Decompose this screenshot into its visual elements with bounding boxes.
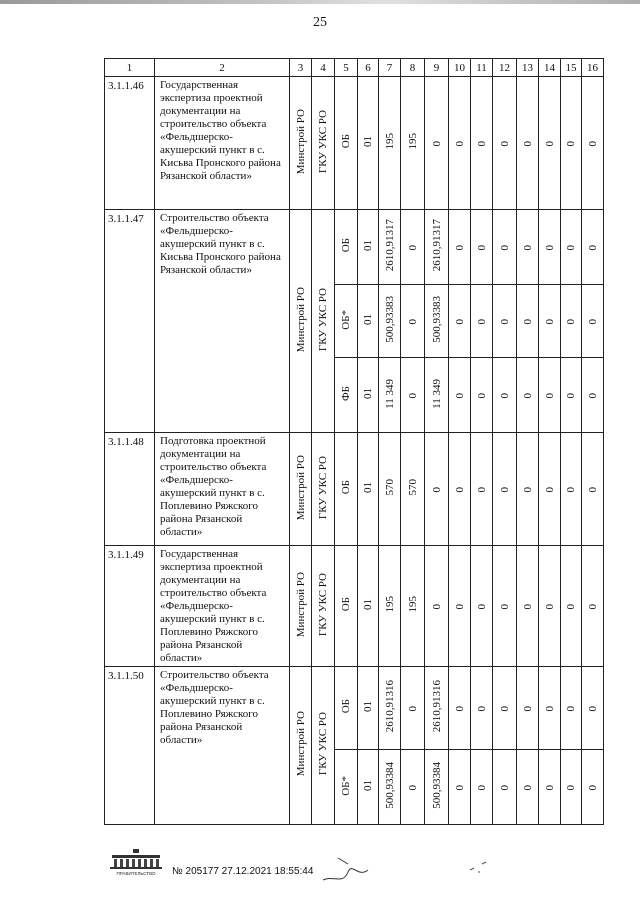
amount-col9-cell	[425, 667, 449, 750]
measure-code: 3.1.1.49	[105, 546, 155, 667]
amount-value: 0	[586, 784, 599, 790]
amount-value: 0	[543, 705, 556, 711]
amount-value: 0	[586, 603, 599, 609]
measure-description: Строительство объекта «Фельдшерско-акушерский пункт в с. Кисьва Пронского района Рязанской области»	[155, 210, 290, 433]
total-amount: 500,93384	[383, 762, 396, 809]
amount-zero-cell	[561, 667, 582, 750]
amount-zero-cell	[471, 210, 493, 285]
amount-zero-cell	[517, 77, 539, 210]
amount-value: 0	[475, 784, 488, 790]
amount-zero-cell	[561, 433, 582, 546]
executor-cell	[312, 77, 335, 210]
amount-col8-cell	[401, 285, 425, 358]
period-code-cell	[358, 358, 379, 433]
amount-value: 0	[498, 784, 511, 790]
amount-value: 0	[498, 603, 511, 609]
amount-zero-cell	[471, 433, 493, 546]
amount-col9-cell	[425, 210, 449, 285]
measure-code: 3.1.1.47	[105, 210, 155, 433]
amount-value: 0	[498, 705, 511, 711]
amount-zero-cell	[449, 358, 471, 433]
amount-zero-cell	[493, 285, 517, 358]
column-number: 1	[105, 59, 155, 77]
funding-source: ФБ	[340, 385, 352, 401]
period-code: 01	[362, 599, 374, 610]
amount-zero-cell	[582, 433, 604, 546]
funding-source: ОБ	[340, 480, 352, 495]
column-number: 15	[561, 59, 582, 77]
amount-value: 0	[475, 486, 488, 492]
amount-col8: 0	[406, 392, 419, 398]
amount-zero-cell	[493, 750, 517, 825]
column-number: 4	[312, 59, 335, 77]
table-row	[105, 546, 604, 667]
amount-value: 0	[543, 392, 556, 398]
amount-value: 0	[521, 784, 534, 790]
measure-code: 3.1.1.46	[105, 77, 155, 210]
amount-value: 0	[565, 603, 577, 609]
amount-col9: 2610,91317	[430, 219, 443, 272]
amount-value: 0	[498, 392, 511, 398]
amount-col9-cell	[425, 358, 449, 433]
period-code: 01	[362, 240, 374, 251]
measure-description: Государственная экспертиза проектной документации на строительство объекта «Фельдшерско-акушерский пункт в с. Кисьва Пронского района Рязанской области»	[155, 77, 290, 210]
period-code: 01	[362, 482, 374, 493]
amount-zero-cell	[582, 77, 604, 210]
total-amount: 570	[383, 479, 396, 496]
amount-zero-cell	[493, 667, 517, 750]
amount-zero-cell	[449, 210, 471, 285]
responsible-ministry: Минстрой РО	[294, 571, 307, 638]
executor-cell	[312, 667, 335, 825]
funding-source-cell	[335, 285, 358, 358]
column-number: 14	[539, 59, 561, 77]
amount-value: 0	[498, 486, 511, 492]
amount-col8-cell	[401, 358, 425, 433]
amount-zero-cell	[493, 210, 517, 285]
total-amount: 500,93383	[383, 296, 396, 343]
amount-value: 0	[543, 603, 556, 609]
amount-value: 0	[521, 486, 534, 492]
amount-value: 0	[453, 603, 466, 609]
amount-zero-cell	[539, 546, 561, 667]
amount-value: 0	[453, 392, 466, 398]
period-code-cell	[358, 285, 379, 358]
amount-col9-cell	[425, 546, 449, 667]
amount-col9-cell	[425, 77, 449, 210]
amount-zero-cell	[449, 667, 471, 750]
amount-value: 0	[543, 140, 556, 146]
amount-col9: 11 349	[430, 378, 443, 409]
amount-zero-cell	[582, 667, 604, 750]
total-amount: 11 349	[383, 378, 396, 409]
amount-col9: 500,93384	[430, 762, 443, 809]
amount-zero-cell	[582, 210, 604, 285]
total-amount-cell	[379, 77, 401, 210]
amount-col8: 195	[406, 133, 419, 150]
total-amount-cell	[379, 546, 401, 667]
responsible-ministry: Минстрой РО	[294, 454, 307, 521]
total-amount-cell	[379, 667, 401, 750]
amount-col9: 500,93383	[430, 296, 443, 343]
amount-zero-cell	[582, 546, 604, 667]
amount-col9: 0	[430, 486, 443, 492]
amount-value: 0	[586, 392, 599, 398]
amount-zero-cell	[471, 358, 493, 433]
registration-stamp: № 205177 27.12.2021 18:55:44	[172, 866, 314, 877]
amount-col8: 0	[406, 244, 419, 250]
column-number: 3	[290, 59, 312, 77]
amount-value: 0	[565, 784, 577, 790]
period-code: 01	[362, 314, 374, 325]
funding-source: ОБ*	[340, 309, 352, 330]
funding-source: ОБ	[340, 238, 352, 253]
amount-value: 0	[498, 318, 511, 324]
program-table	[104, 58, 604, 825]
amount-zero-cell	[582, 358, 604, 433]
amount-zero-cell	[449, 433, 471, 546]
amount-zero-cell	[582, 285, 604, 358]
amount-value: 0	[453, 318, 466, 324]
amount-zero-cell	[493, 433, 517, 546]
amount-value: 0	[565, 705, 577, 711]
responsible-ministry: Минстрой РО	[294, 108, 307, 175]
executor-cell	[312, 546, 335, 667]
measure-description: Строительство объекта «Фельдшерско-акушерский пункт в с. Поплевино Ряжского района Рязанской области»	[155, 667, 290, 825]
amount-value: 0	[565, 244, 577, 250]
amount-zero-cell	[517, 433, 539, 546]
amount-zero-cell	[539, 667, 561, 750]
amount-zero-cell	[449, 77, 471, 210]
amount-col8-cell	[401, 210, 425, 285]
amount-zero-cell	[449, 285, 471, 358]
amount-value: 0	[521, 603, 534, 609]
amount-value: 0	[543, 318, 556, 324]
funding-source-cell	[335, 750, 358, 825]
funding-source-cell	[335, 433, 358, 546]
amount-value: 0	[521, 392, 534, 398]
responsible-ministry-cell	[290, 546, 312, 667]
amount-value: 0	[453, 244, 466, 250]
period-code-cell	[358, 546, 379, 667]
amount-col9: 0	[430, 603, 443, 609]
amount-col9: 0	[430, 140, 443, 146]
amount-value: 0	[453, 705, 466, 711]
amount-value: 0	[586, 140, 599, 146]
amount-zero-cell	[517, 750, 539, 825]
amount-value: 0	[586, 244, 599, 250]
responsible-ministry-cell	[290, 77, 312, 210]
amount-value: 0	[543, 784, 556, 790]
period-code-cell	[358, 210, 379, 285]
amount-col8: 570	[406, 479, 419, 496]
amount-value: 0	[521, 705, 534, 711]
amount-value: 0	[586, 486, 599, 492]
amount-zero-cell	[471, 667, 493, 750]
svg-text:ПРАВИТЕЛЬСТВО: ПРАВИТЕЛЬСТВО	[116, 871, 156, 876]
government-building-logo	[106, 846, 166, 876]
amount-col8-cell	[401, 667, 425, 750]
amount-value: 0	[475, 244, 488, 250]
column-number: 10	[449, 59, 471, 77]
amount-zero-cell	[561, 546, 582, 667]
responsible-ministry: Минстрой РО	[294, 286, 307, 353]
column-number: 9	[425, 59, 449, 77]
amount-value: 0	[543, 244, 556, 250]
amount-col8: 0	[406, 318, 419, 324]
funding-source: ОБ	[340, 597, 352, 612]
measure-code: 3.1.1.50	[105, 667, 155, 825]
amount-zero-cell	[517, 358, 539, 433]
executor: ГКУ УКС РО	[317, 572, 329, 637]
total-amount: 195	[383, 596, 396, 613]
amount-value: 0	[543, 486, 556, 492]
column-number: 5	[335, 59, 358, 77]
period-code-cell	[358, 750, 379, 825]
period-code-cell	[358, 667, 379, 750]
amount-value: 0	[498, 140, 511, 146]
amount-value: 0	[453, 486, 466, 492]
executor-cell	[312, 210, 335, 433]
column-number: 16	[582, 59, 604, 77]
amount-zero-cell	[539, 433, 561, 546]
responsible-ministry-cell	[290, 433, 312, 546]
amount-zero-cell	[493, 546, 517, 667]
amount-col8-cell	[401, 546, 425, 667]
measure-description: Подготовка проектной документации на строительство объекта «Фельдшерско-акушерский пункт в с. Поплевино Ряжского района Рязанской области»	[155, 433, 290, 546]
amount-col8-cell	[401, 750, 425, 825]
funding-source: ОБ*	[340, 775, 352, 796]
amount-value: 0	[521, 244, 534, 250]
amount-col9: 2610,91316	[430, 680, 443, 733]
total-amount: 2610,91317	[383, 219, 396, 272]
period-code: 01	[362, 388, 374, 399]
funding-source-cell	[335, 358, 358, 433]
total-amount: 195	[383, 133, 396, 150]
signature-scribble	[318, 850, 378, 890]
amount-zero-cell	[561, 358, 582, 433]
scan-marks	[468, 858, 498, 878]
column-number: 12	[493, 59, 517, 77]
scan-top-edge	[0, 0, 640, 4]
column-number: 11	[471, 59, 493, 77]
table-row	[105, 77, 604, 210]
amount-zero-cell	[471, 750, 493, 825]
funding-source: ОБ	[340, 134, 352, 149]
amount-zero-cell	[561, 77, 582, 210]
total-amount-cell	[379, 358, 401, 433]
amount-col9-cell	[425, 750, 449, 825]
amount-col9-cell	[425, 433, 449, 546]
column-number: 8	[401, 59, 425, 77]
measure-code: 3.1.1.48	[105, 433, 155, 546]
amount-value: 0	[586, 705, 599, 711]
responsible-ministry-cell	[290, 667, 312, 825]
funding-source-cell	[335, 667, 358, 750]
total-amount-cell	[379, 750, 401, 825]
responsible-ministry: Минстрой РО	[294, 711, 307, 777]
amount-col8-cell	[401, 77, 425, 210]
amount-zero-cell	[582, 750, 604, 825]
column-number-row	[105, 59, 604, 77]
total-amount: 2610,91316	[383, 680, 396, 733]
amount-value: 0	[521, 140, 534, 146]
period-code: 01	[362, 701, 374, 712]
executor: ГКУ УКС РО	[317, 287, 329, 352]
responsible-ministry-cell	[290, 210, 312, 433]
amount-zero-cell	[539, 750, 561, 825]
amount-zero-cell	[493, 77, 517, 210]
column-number: 7	[379, 59, 401, 77]
amount-value: 0	[498, 244, 511, 250]
amount-value: 0	[565, 318, 577, 324]
column-number: 2	[155, 59, 290, 77]
amount-value: 0	[475, 603, 488, 609]
amount-zero-cell	[539, 210, 561, 285]
amount-zero-cell	[471, 77, 493, 210]
period-code: 01	[362, 136, 374, 147]
amount-zero-cell	[539, 77, 561, 210]
measure-description: Государственная экспертиза проектной документации на строительство объекта «Фельдшерско-акушерский пункт в с. Поплевино Ряжского района Рязанской области»	[155, 546, 290, 667]
amount-col8-cell	[401, 433, 425, 546]
period-code: 01	[362, 780, 374, 791]
amount-col9-cell	[425, 285, 449, 358]
amount-value: 0	[453, 140, 466, 146]
amount-value: 0	[565, 486, 577, 492]
amount-value: 0	[475, 318, 488, 324]
executor-cell	[312, 433, 335, 546]
amount-value: 0	[565, 140, 577, 146]
amount-zero-cell	[449, 750, 471, 825]
funding-source: ОБ	[340, 699, 352, 714]
amount-zero-cell	[517, 210, 539, 285]
amount-zero-cell	[471, 546, 493, 667]
amount-value: 0	[586, 318, 599, 324]
executor: ГКУ УКС РО	[317, 455, 329, 520]
amount-zero-cell	[561, 285, 582, 358]
total-amount-cell	[379, 210, 401, 285]
amount-value: 0	[565, 392, 577, 398]
funding-source-cell	[335, 546, 358, 667]
amount-zero-cell	[471, 285, 493, 358]
amount-zero-cell	[517, 285, 539, 358]
amount-zero-cell	[561, 750, 582, 825]
period-code-cell	[358, 77, 379, 210]
table-row	[105, 667, 604, 750]
amount-zero-cell	[493, 358, 517, 433]
funding-source-cell	[335, 210, 358, 285]
amount-value: 0	[475, 140, 488, 146]
executor: ГКУ УКС РО	[317, 109, 329, 174]
page-number: 25	[313, 15, 327, 30]
table-row	[105, 433, 604, 546]
amount-col8: 0	[406, 784, 419, 790]
amount-value: 0	[453, 784, 466, 790]
amount-col8: 195	[406, 596, 419, 613]
amount-zero-cell	[539, 285, 561, 358]
amount-zero-cell	[539, 358, 561, 433]
period-code-cell	[358, 433, 379, 546]
funding-source-cell	[335, 77, 358, 210]
executor: ГКУ УКС РО	[317, 712, 329, 776]
column-number: 13	[517, 59, 539, 77]
amount-value: 0	[475, 705, 488, 711]
amount-zero-cell	[517, 667, 539, 750]
table-row	[105, 210, 604, 285]
amount-value: 0	[521, 318, 534, 324]
column-number: 6	[358, 59, 379, 77]
total-amount-cell	[379, 433, 401, 546]
amount-value: 0	[475, 392, 488, 398]
amount-col8: 0	[406, 705, 419, 711]
amount-zero-cell	[561, 210, 582, 285]
total-amount-cell	[379, 285, 401, 358]
amount-zero-cell	[517, 546, 539, 667]
amount-zero-cell	[449, 546, 471, 667]
